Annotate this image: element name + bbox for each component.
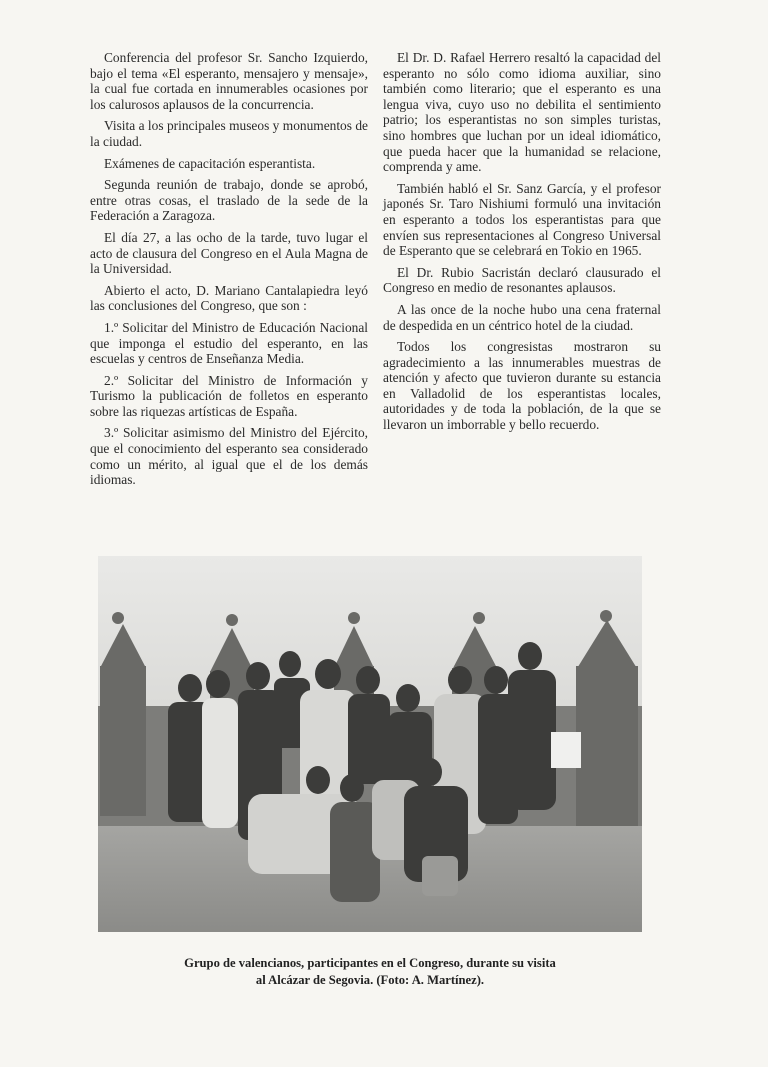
photo-caption [120,955,620,989]
right-text-column [383,50,661,439]
left-text-column [90,50,368,494]
caption-line: al Alcázar de Segovia. (Foto: A. Martínez). [255,973,485,987]
paragraph: El día 27, a las ocho de la tarde, tuvo lugar el acto de clausura del Congreso en el Aula Magna de la Universidad. [90,229,368,277]
conclusion-item: 3.º Solicitar asimismo del Ministro del Ejército, que el conocimiento del esperanto sea considerado como un mérito, al igual que el de los demás idiomas. [90,425,368,488]
paragraph: Segunda reunión de trabajo, donde se aprobó, entre otras cosas, el traslado de la sede de la Federación a Zaragoza. [90,177,368,224]
paragraph: El Dr. Rubio Sacristán declaró clausurado el Congreso en medio de resonantes aplausos. [383,264,661,296]
conclusion-item: 2.º Solicitar del Ministro de Información y Turismo la publicación de folletos en esperanto sobre las riquezas artísticas de España. [90,372,368,419]
paragraph: También habló el Sr. Sanz García, y el profesor japonés Sr. Taro Nishiumi formuló una invitación en esperanto a todos los esperantistas para que envíen sus representaciones al Congreso Universal de Esperanto que se celebrará en Tokio en 1965. [383,180,661,259]
paragraph: Todos los congresistas mostraron su agradecimiento a las innumerables muestras de atención y afecto que tuvieron durante su estancia en Valladolid de los esperantistas locales, autoridades y de toda la población, de la que se llevaron un imborrable y bello recuerdo. [383,339,661,433]
group-photo [98,556,642,932]
paragraph: Conferencia del profesor Sr. Sancho Izquierdo, bajo el tema «El esperanto, mensajero y mensaje», la cual fue cortada en innumerables ocasiones por los calurosos aplausos de la concurrencia. [90,50,368,112]
paragraph: Abierto el acto, D. Mariano Cantalapiedra leyó las conclusiones del Congreso, que son : [90,282,368,314]
paragraph: Visita a los principales museos y monumentos de la ciudad. [90,118,368,149]
paragraph: El Dr. D. Rafael Herrero resaltó la capacidad del esperanto no sólo como idioma auxiliar, sino también como literario; que el esperanto es una lengua viva, cuyo uso no debilita el sentimiento patrio; los esperantistas no son simples turistas, sino hombres que luchan por un ideal idiomático, que pueda hacer que la humanidad se relacione, comprenda y ame. [383,50,661,175]
paragraph: A las once de la noche hubo una cena fraternal de despedida en un céntrico hotel de la ciudad. [383,301,661,333]
caption-line: Grupo de valencianos, participantes en el Congreso, durante su visita [184,956,556,970]
paragraph: Exámenes de capacitación esperantista. [104,155,316,171]
conclusion-item: 1.º Solicitar del Ministro de Educación Nacional que imponga el estudio del esperanto, en las escuelas y centros de Enseñanza Media. [90,319,368,367]
